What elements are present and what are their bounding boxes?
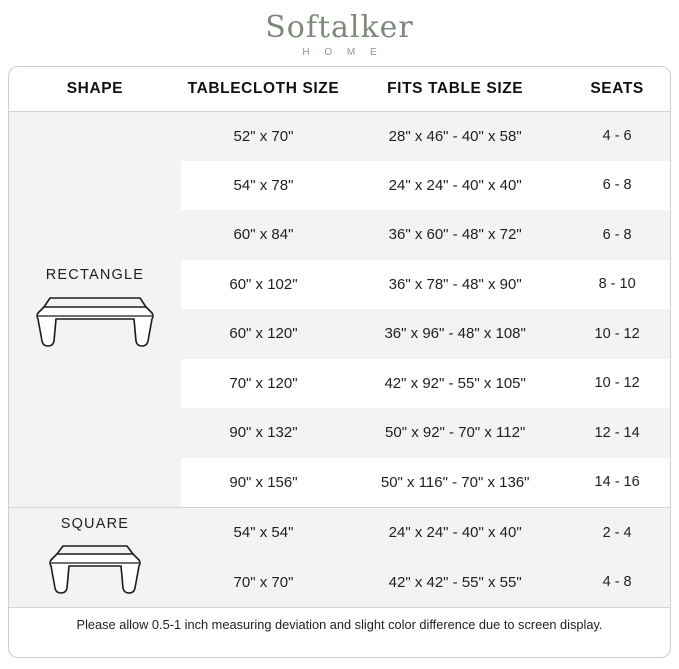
cell-fits-table-size: 36" x 78" - 48" x 90" — [388, 275, 522, 293]
cell-fits-table-size: 50" x 116" - 70" x 136" — [380, 473, 530, 491]
cell-seats: 10 - 12 — [564, 309, 670, 359]
cell-seats: 12 - 14 — [564, 408, 670, 458]
rectangle-tablecloth-icon — [30, 289, 160, 351]
cell-fits-table-size: 50" x 92" - 70" x 112" — [346, 408, 564, 458]
table-row — [9, 111, 670, 161]
cell-seats: 6 - 8 — [602, 177, 632, 194]
column-header-fits-table-size: FITS TABLE SIZE — [346, 67, 564, 111]
cell-tablecloth-size: 60" x 102" — [229, 275, 298, 293]
footer-note-row — [9, 607, 670, 641]
shape-cell-square — [9, 508, 181, 607]
cell-fits-table-size: 24" x 24" - 40" x 40" — [388, 176, 522, 194]
shape-label: SQUARE — [60, 516, 130, 533]
cell-fits-table-size: 36" x 60" - 48" x 72" — [346, 210, 564, 260]
cell-fits-table-size: 42" x 42" - 55" x 55" — [346, 558, 564, 608]
cell-tablecloth-size: 52" x 70" — [181, 111, 346, 161]
cell-tablecloth-size: 54" x 54" — [181, 508, 346, 558]
cell-tablecloth-size: 70" x 70" — [181, 558, 346, 608]
brand-subtitle: H O M E — [302, 46, 383, 58]
shape-cell-rectangle — [9, 111, 181, 507]
cell-seats: 8 - 10 — [598, 276, 636, 293]
cell-tablecloth-size: 60" x 120" — [181, 309, 346, 359]
cell-tablecloth-size: 60" x 84" — [181, 210, 346, 260]
cell-fits-table-size: 24" x 24" - 40" x 40" — [346, 508, 564, 558]
brand-header — [0, 0, 679, 58]
cell-seats: 2 - 4 — [564, 508, 670, 558]
cell-fits-table-size: 36" x 96" - 48" x 108" — [346, 309, 564, 359]
column-header-seats: SEATS — [564, 67, 670, 111]
cell-fits-table-size: 42" x 92" - 55" x 105" — [384, 374, 526, 392]
footer-note: Please allow 0.5-1 inch measuring deviation and slight color difference due to screen display. — [9, 607, 670, 641]
column-header-shape: SHAPE — [9, 67, 181, 111]
size-chart-card — [8, 66, 671, 658]
cell-seats: 6 - 8 — [564, 210, 670, 260]
size-chart-table — [9, 67, 670, 641]
cell-seats: 14 - 16 — [594, 474, 640, 491]
cell-tablecloth-size: 90" x 132" — [181, 408, 346, 458]
cell-seats: 4 - 6 — [564, 111, 670, 161]
column-header-tablecloth-size: TABLECLOTH SIZE — [181, 67, 346, 111]
cell-seats: 10 - 12 — [594, 375, 640, 392]
cell-tablecloth-size: 54" x 78" — [233, 176, 294, 194]
table-header-row — [9, 67, 670, 111]
cell-tablecloth-size: 90" x 156" — [229, 473, 298, 491]
cell-seats: 4 - 8 — [564, 558, 670, 608]
table-row — [9, 508, 670, 558]
square-tablecloth-icon — [37, 538, 153, 598]
brand-name: Softalker — [265, 10, 414, 45]
cell-fits-table-size: 28" x 46" - 40" x 58" — [346, 111, 564, 161]
shape-label: RECTANGLE — [45, 267, 145, 284]
cell-tablecloth-size: 70" x 120" — [229, 374, 298, 392]
